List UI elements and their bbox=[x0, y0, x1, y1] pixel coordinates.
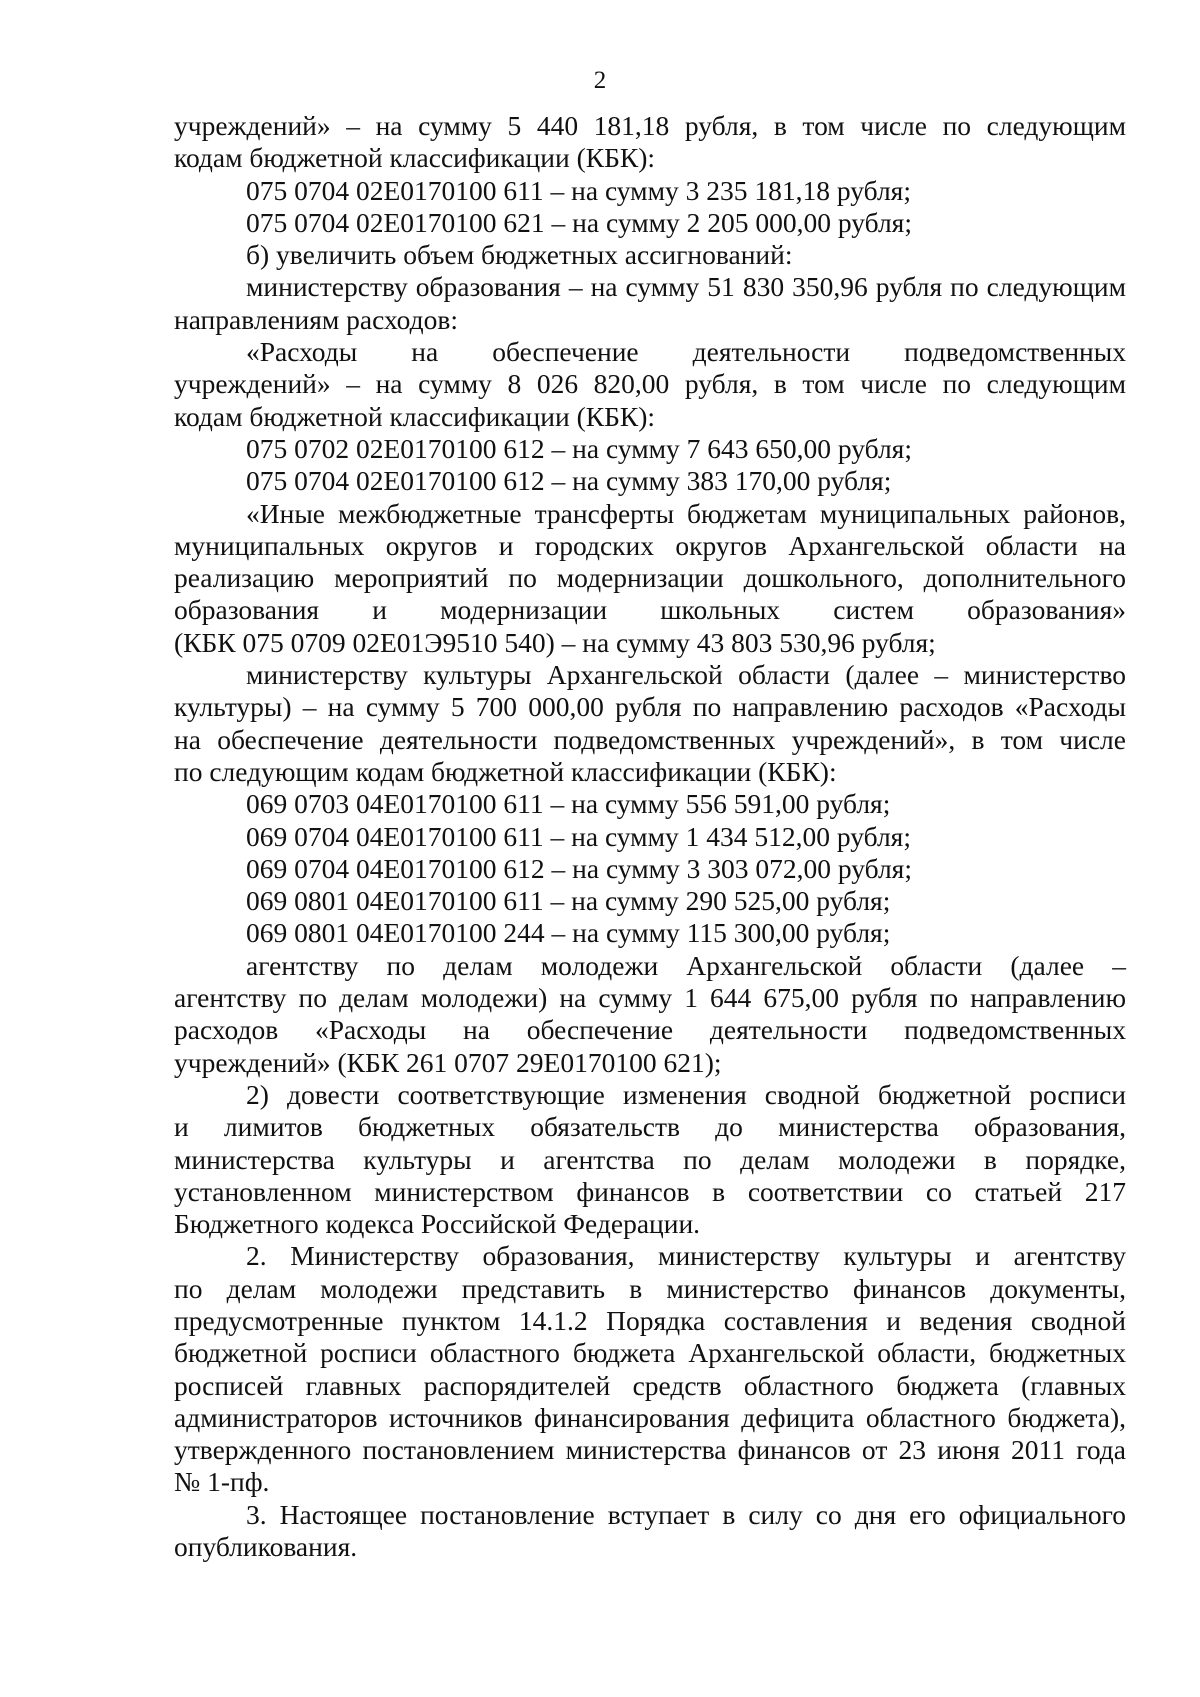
text-line: 069 0704 04Е0170100 612 – на сумму 3 303 072,00 рубля; bbox=[246, 852, 912, 884]
text-line: установленном министерством финансов в соответствии со статьей 217 bbox=[174, 1175, 1126, 1207]
text-line: на обеспечение деятельности подведомственных учреждений», в том числе bbox=[174, 723, 1126, 755]
text-line: 069 0801 04Е0170100 244 – на сумму 115 300,00 рубля; bbox=[246, 917, 891, 949]
text-line: «Расходы на обеспечение деятельности подведомственных bbox=[246, 336, 1126, 368]
text-line: кодам бюджетной классификации (КБК): bbox=[174, 142, 656, 174]
text-line: 3. Настоящее постановление вступает в силу со дня его официального bbox=[246, 1498, 1126, 1530]
text-line: бюджетной росписи областного бюджета Архангельской области, бюджетных bbox=[174, 1337, 1126, 1369]
text-line: учреждений» (КБК 261 0707 29Е0170100 621); bbox=[174, 1046, 722, 1078]
text-line: муниципальных округов и городских округов Архангельской области на bbox=[174, 529, 1126, 561]
text-line: кодам бюджетной классификации (КБК): bbox=[174, 400, 656, 432]
text-line: расходов «Расходы на обеспечение деятельности подведомственных bbox=[174, 1014, 1126, 1046]
text-line: 069 0704 04Е0170100 611 – на сумму 1 434 512,00 рубля; bbox=[246, 820, 911, 852]
text-line: агентству по делам молодежи Архангельской области (далее – bbox=[246, 949, 1126, 981]
text-line: по делам молодежи представить в министерство финансов документы, bbox=[174, 1272, 1126, 1304]
text-line: 069 0801 04Е0170100 611 – на сумму 290 525,00 рубля; bbox=[246, 885, 891, 917]
text-line: б) увеличить объем бюджетных ассигнований: bbox=[246, 239, 793, 271]
text-line: министерству образования – на сумму 51 830 350,96 рубля по следующим bbox=[246, 271, 1126, 303]
text-line: администраторов источников финансирования дефицита областного бюджета), bbox=[174, 1401, 1126, 1433]
text-line: направлениям расходов: bbox=[174, 303, 458, 335]
text-line: реализацию мероприятий по модернизации дошкольного, дополнительного bbox=[174, 562, 1126, 594]
text-line: министерству культуры Архангельской области (далее – министерство bbox=[246, 659, 1126, 691]
document-body bbox=[174, 110, 1126, 1563]
text-line: образования и модернизации школьных систем образования» bbox=[174, 594, 1126, 626]
text-line: 075 0704 02Е0170100 621 – на сумму 2 205 000,00 рубля; bbox=[246, 206, 912, 238]
text-line: предусмотренные пунктом 14.1.2 Порядка составления и ведения сводной bbox=[174, 1304, 1126, 1336]
text-line: учреждений» – на сумму 8 026 820,00 рубля, в том числе по следующим bbox=[174, 368, 1126, 400]
text-line: росписей главных распорядителей средств областного бюджета (главных bbox=[174, 1369, 1126, 1401]
text-line: (КБК 075 0709 02Е01Э9510 540) – на сумму 43 803 530,96 рубля; bbox=[174, 626, 936, 658]
text-line: и лимитов бюджетных обязательств до министерства образования, bbox=[174, 1111, 1126, 1143]
text-line: культуры) – на сумму 5 700 000,00 рубля по направлению расходов «Расходы bbox=[174, 691, 1126, 723]
text-line: министерства культуры и агентства по делам молодежи в порядке, bbox=[174, 1143, 1126, 1175]
text-line: «Иные межбюджетные трансферты бюджетам муниципальных районов, bbox=[246, 497, 1126, 529]
text-line: 075 0704 02Е0170100 612 – на сумму 383 170,00 рубля; bbox=[246, 465, 892, 497]
text-line: опубликования. bbox=[174, 1531, 358, 1563]
text-line: 075 0702 02Е0170100 612 – на сумму 7 643 650,00 рубля; bbox=[246, 432, 912, 464]
text-line: № 1-пф. bbox=[174, 1466, 270, 1498]
text-line: Бюджетного кодекса Российской Федерации. bbox=[174, 1208, 701, 1240]
text-line: 2. Министерству образования, министерству культуры и агентству bbox=[246, 1240, 1126, 1272]
text-line: 2) довести соответствующие изменения сводной бюджетной росписи bbox=[246, 1078, 1126, 1110]
text-line: учреждений» – на сумму 5 440 181,18 рубля, в том числе по следующим bbox=[174, 110, 1126, 141]
text-line: агентству по делам молодежи) на сумму 1 644 675,00 рубля по направлению bbox=[174, 982, 1126, 1014]
text-line: 069 0703 04Е0170100 611 – на сумму 556 591,00 рубля; bbox=[246, 788, 891, 820]
text-line: по следующим кодам бюджетной классификации (КБК): bbox=[174, 755, 837, 787]
page-number: 2 bbox=[593, 67, 607, 94]
text-line: 075 0704 02Е0170100 611 – на сумму 3 235 181,18 рубля; bbox=[246, 174, 911, 206]
text-line: утвержденного постановлением министерства финансов от 23 июня 2011 года bbox=[174, 1434, 1126, 1466]
